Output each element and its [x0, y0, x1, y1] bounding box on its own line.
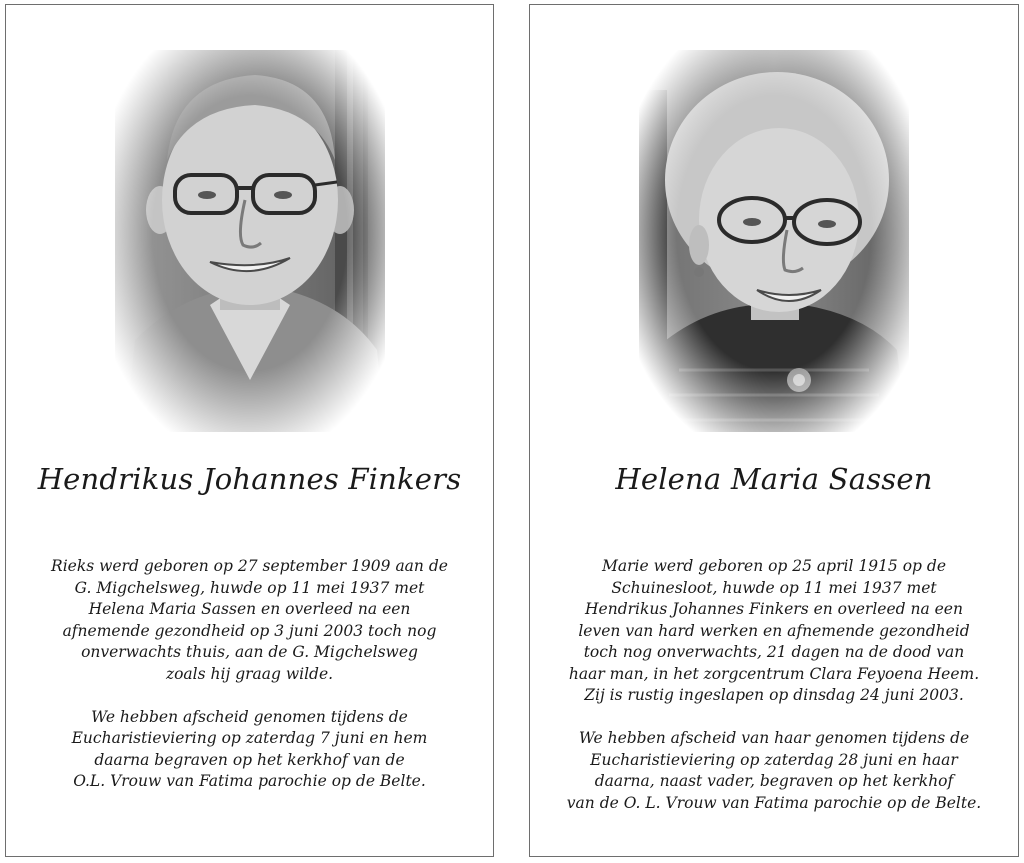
portrait-photo-woman — [639, 50, 909, 432]
farewell-line: We hebben afscheid genomen tijdens de — [91, 707, 408, 726]
bio-line: haar man, in het zorgcentrum Clara Feyoena Heem. — [568, 664, 980, 683]
portrait-photo-man — [115, 50, 385, 432]
bio-line: Rieks werd geboren op 27 september 1909 aan de — [51, 557, 448, 575]
farewell-line: Eucharistieviering op zaterdag 28 juni en haar — [590, 750, 958, 769]
deceased-name-right: Helena Maria Sassen — [615, 462, 933, 496]
farewell-line: We hebben afscheid van haar genomen tijdens de — [578, 729, 970, 747]
bio-line: Marie werd geboren op 25 april 1915 op de — [601, 557, 946, 575]
memorial-card-right — [529, 4, 1019, 857]
farewell-line: daarna, naast vader, begraven op het kerkhof — [594, 772, 954, 790]
bio-line: Zij is rustig ingeslapen op dinsdag 24 juni 2003. — [584, 686, 964, 704]
farewell-line: O.L. Vrouw van Fatima parochie op de Belte. — [73, 772, 426, 790]
farewell-line: Eucharistieviering op zaterdag 7 juni en hem — [71, 729, 428, 747]
biography-right — [550, 556, 998, 814]
bio-line: Helena Maria Sassen en overleed na een — [88, 600, 411, 618]
bio-line: G. Migchelsweg, huwde op 11 mei 1937 met — [74, 578, 425, 597]
bio-line: afnemende gezondheid op 3 juni 2003 toch nog — [62, 621, 437, 640]
bio-line: onverwachts thuis, aan de G. Migchelsweg — [81, 643, 418, 661]
deceased-name-left: Hendrikus Johannes Finkers — [37, 462, 462, 496]
bio-line: Schuinesloot, huwde op 11 mei 1937 met — [611, 578, 937, 597]
memorial-card-left — [5, 4, 494, 857]
bio-line: leven van hard werken en afnemende gezondheid — [578, 621, 970, 640]
biography-left — [26, 556, 473, 793]
farewell-line: van de O. L. Vrouw van Fatima parochie op de Belte. — [566, 793, 982, 812]
bio-line: zoals hij graag wilde. — [165, 664, 334, 683]
bio-line: Hendrikus Johannes Finkers en overleed na een — [585, 600, 963, 618]
farewell-line: daarna begraven op het kerkhof van de — [94, 750, 405, 769]
bio-line: toch nog onverwachts, 21 dagen na de dood van — [583, 643, 965, 661]
